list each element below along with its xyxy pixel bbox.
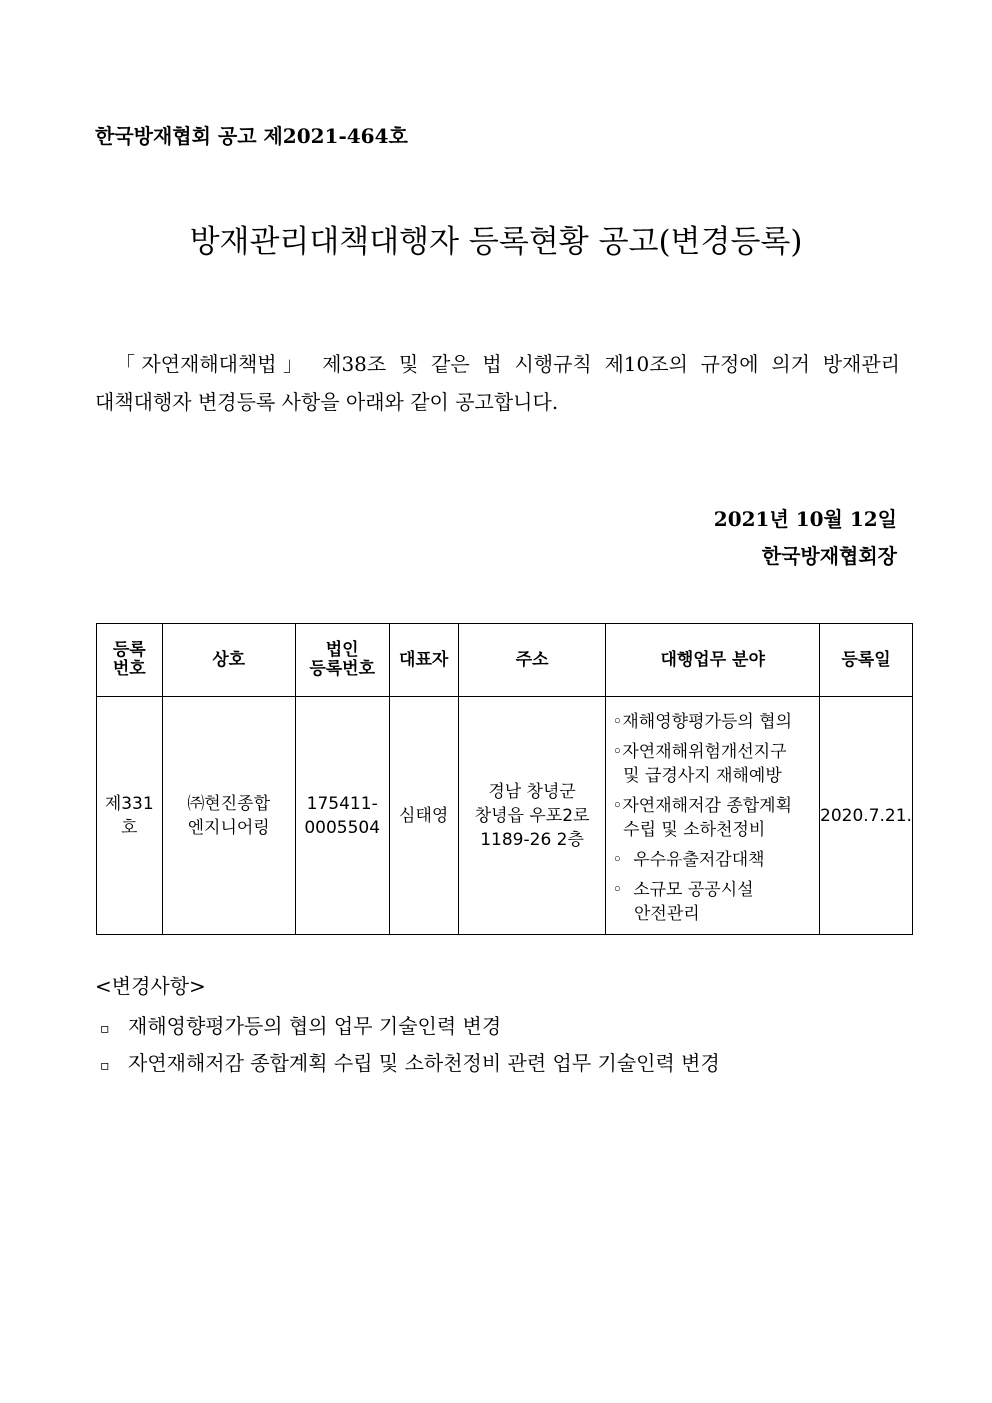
changes-title: <변경사항> xyxy=(95,974,206,998)
list-item xyxy=(100,1047,720,1076)
header-reg-no-line1: 등록 xyxy=(112,640,146,660)
bullet-icon: ▫ xyxy=(100,1058,110,1074)
corp-no-line1: 175411- xyxy=(306,793,378,814)
corp-no-line2: 0005504 xyxy=(304,817,381,838)
field-item: 및 급경사지 재해예방 xyxy=(612,765,782,786)
header-address: 주소 xyxy=(458,624,606,697)
header-corp-no-line1: 법인 xyxy=(325,640,359,660)
registration-table xyxy=(96,623,913,935)
table-row xyxy=(97,697,913,935)
company-line2: 엔지니어링 xyxy=(187,817,270,838)
cell-corp-no xyxy=(295,697,389,935)
address-line3: 1189-26 2층 xyxy=(480,829,584,850)
notice-date: 2021년 10월 12일 xyxy=(713,507,897,531)
bullet-icon: ▫ xyxy=(100,1021,110,1037)
table-header-row xyxy=(97,624,913,697)
field-item: ◦재해영향평가등의 협의 xyxy=(612,711,793,732)
header-company: 상호 xyxy=(162,624,295,697)
field-item: ◦자연재해저감 종합계획 xyxy=(612,795,793,816)
change-text: 자연재해저감 종합계획 수립 및 소하천정비 관련 업무 기술인력 변경 xyxy=(128,1051,720,1075)
notice-number: 한국방재협회 공고 제2021-464호 xyxy=(95,124,408,148)
field-item: ◦ 우수유출저감대책 xyxy=(612,849,765,870)
cell-fields xyxy=(606,697,820,935)
field-item: ◦자연재해위험개선지구 xyxy=(612,741,787,762)
body-line-2: 대책대행자 변경등록 사항을 아래와 같이 공고합니다. xyxy=(95,390,559,414)
cell-reg-date: 2020.7.21. xyxy=(820,697,913,935)
field-item: 안전관리 xyxy=(612,903,700,924)
cell-representative: 심태영 xyxy=(389,697,458,935)
header-reg-no-line2: 번호 xyxy=(112,659,146,679)
page-title: 방재관리대책대행자 등록현황 공고(변경등록) xyxy=(189,224,803,260)
header-reg-date: 등록일 xyxy=(820,624,913,697)
field-item: 수립 및 소하천정비 xyxy=(612,819,766,840)
company-line1: ㈜현진종합 xyxy=(187,793,271,814)
fields-list xyxy=(606,710,819,926)
cell-company xyxy=(162,697,295,935)
change-text: 재해영향평가등의 협의 업무 기술인력 변경 xyxy=(128,1014,502,1038)
cell-address xyxy=(458,697,606,935)
field-item: ◦ 소규모 공공시설 xyxy=(612,879,754,900)
cell-reg-no: 제331호 xyxy=(97,697,163,935)
address-line2: 창녕읍 우포2로 xyxy=(474,805,590,826)
issuer: 한국방재협회장 xyxy=(761,544,897,568)
header-reg-no xyxy=(97,624,163,697)
address-line1: 경남 창녕군 xyxy=(488,781,576,802)
list-item xyxy=(100,1010,501,1039)
header-corp-no xyxy=(295,624,389,697)
header-representative: 대표자 xyxy=(389,624,458,697)
notice-body xyxy=(95,345,900,421)
header-corp-no-line2: 등록번호 xyxy=(309,659,376,679)
body-line-1: 「자연재해대책법」 제38조 및 같은 법 시행규칙 제10조의 규정에 의거 방재관리 xyxy=(115,352,900,376)
header-fields: 대행업무 분야 xyxy=(606,624,820,697)
